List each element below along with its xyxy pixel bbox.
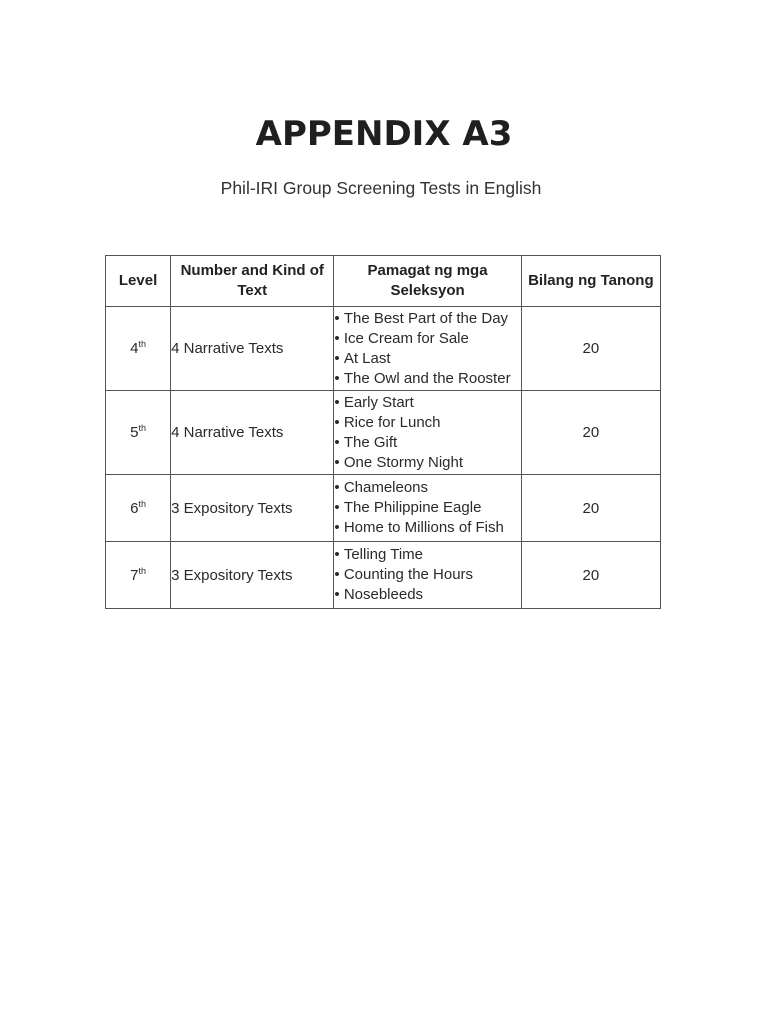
titles-cell [334,391,521,475]
page-title: APPENDIX A3 [255,114,513,154]
selection-item: • The Philippine Eagle [334,498,520,518]
kind-cell: 3 Expository Texts [171,475,334,542]
selection-list [334,393,520,473]
header-count: Bilang ng Tanong [521,256,660,307]
table-header-row [106,256,661,307]
level-cell [106,391,171,475]
level-number: 7 [130,566,139,584]
screening-tests-table [105,255,661,609]
selection-item: • The Best Part of the Day [334,309,520,329]
selection-item: • One Stormy Night [334,453,520,473]
kind-cell: 4 Narrative Texts [171,391,334,475]
table-row [106,542,661,609]
kind-cell: 4 Narrative Texts [171,307,334,391]
table-row [106,391,661,475]
selection-item: • The Gift [334,433,520,453]
level-number: 5 [130,424,139,441]
selection-item: • Counting the Hours [334,565,520,585]
selection-item: • The Owl and the Rooster [334,369,520,389]
level-suffix: th [138,565,146,576]
count-cell: 20 [521,391,660,475]
selection-item: • Home to Millions of Fish [334,518,520,538]
level-cell [106,307,171,391]
titles-cell [334,475,521,542]
selection-list [334,309,520,389]
count-cell: 20 [521,475,660,542]
kind-cell: 3 Expository Texts [171,542,334,609]
level-suffix: th [138,339,146,349]
header-kind: Number and Kind of Text [171,256,334,307]
level-number: 4 [130,340,139,357]
header-titles: Pamagat ng mga Seleksyon [334,256,521,307]
header-level: Level [106,256,171,307]
selection-list [334,478,520,538]
count-cell: 20 [521,542,660,609]
titles-cell [334,307,521,391]
selection-item: • Ice Cream for Sale [334,329,520,349]
table-row [106,475,661,542]
level-number: 6 [130,499,139,517]
selection-item: • At Last [334,349,520,369]
level-cell [106,475,171,542]
titles-cell [334,542,521,609]
level-suffix: th [138,423,146,433]
count-cell: 20 [521,307,660,391]
level-suffix: th [138,498,146,509]
level-cell [106,542,171,609]
selection-item: • Rice for Lunch [334,413,520,433]
selection-item: • Chameleons [334,478,520,498]
selection-item: • Nosebleeds [334,585,520,605]
table-row [106,307,661,391]
selection-item: • Early Start [334,393,520,413]
selection-list [334,545,520,605]
page-subtitle: Phil-IRI Group Screening Tests in English [220,178,542,198]
selection-item: • Telling Time [334,545,520,565]
